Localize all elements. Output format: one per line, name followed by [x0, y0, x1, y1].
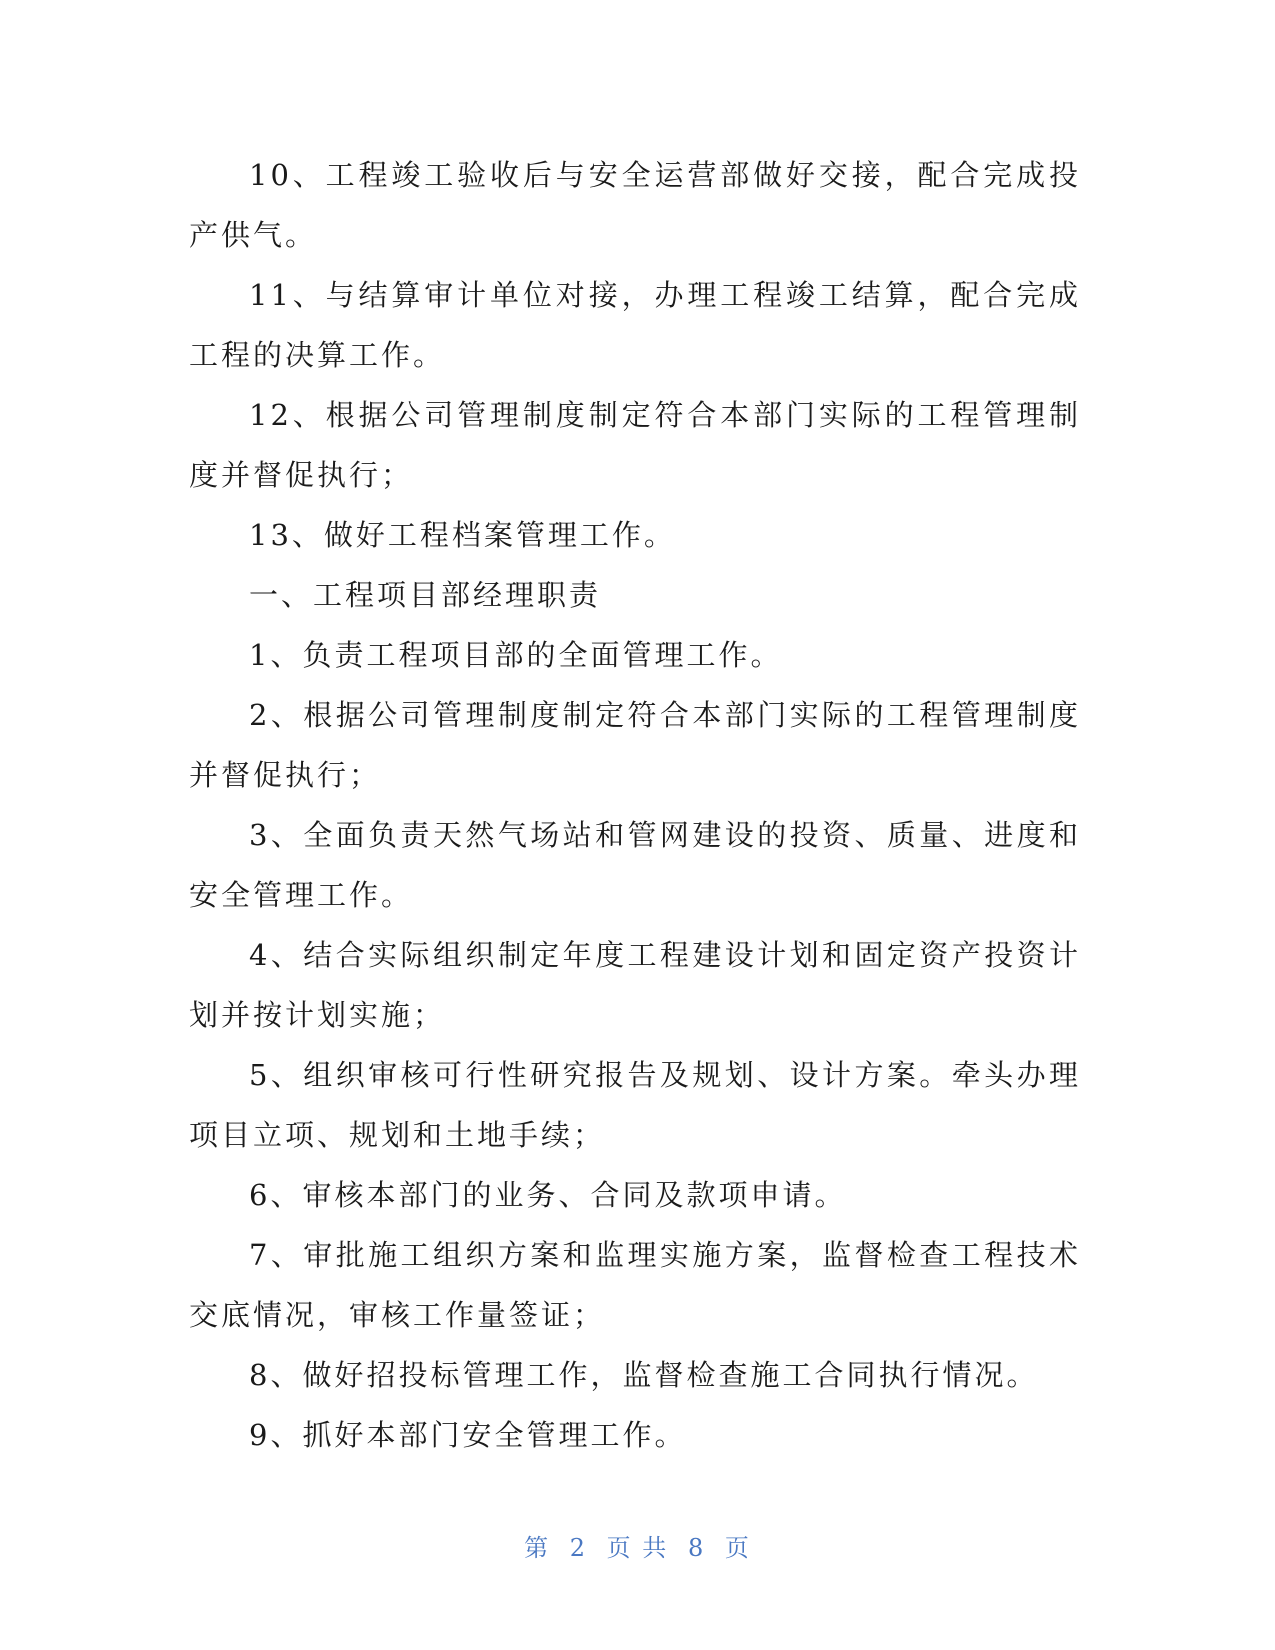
current-page-number: 2	[569, 1534, 588, 1562]
duty-9: 9、抓好本部门安全管理工作。	[249, 1418, 687, 1452]
duty-4: 4、结合实际组织制定年度工程建设计划和固定资产投资计划并按计划实施；	[189, 938, 1081, 1032]
duty-8: 8、做好招投标管理工作，监督检查施工合同执行情况。	[249, 1358, 1039, 1392]
section-heading: 一、工程项目部经理职责	[249, 578, 602, 612]
duty-1: 1、负责工程项目部的全面管理工作。	[249, 638, 783, 672]
duty-3: 3、全面负责天然气场站和管网建设的投资、质量、进度和安全管理工作。	[189, 818, 1081, 912]
total-page-count: 8	[687, 1534, 706, 1562]
footer-suffix: 页	[724, 1534, 751, 1562]
duty-5: 5、组织审核可行性研究报告及规划、设计方案。牵头办理项目立项、规划和土地手续；	[189, 1058, 1081, 1152]
paragraph-10: 10、工程竣工验收后与安全运营部做好交接，配合完成投产供气。	[189, 158, 1081, 252]
paragraph-13: 13、做好工程档案管理工作。	[249, 518, 676, 552]
duty-2: 2、根据公司管理制度制定符合本部门实际的工程管理制度并督促执行；	[189, 698, 1081, 792]
duty-6: 6、审核本部门的业务、合同及款项申请。	[249, 1178, 847, 1212]
document-body	[189, 145, 1081, 1465]
page-footer	[0, 1528, 1275, 1563]
footer-middle: 页 共	[606, 1534, 669, 1562]
footer-prefix: 第	[524, 1534, 551, 1562]
paragraph-12: 12、根据公司管理制度制定符合本部门实际的工程管理制度并督促执行；	[189, 398, 1081, 492]
duty-7: 7、审批施工组织方案和监理实施方案，监督检查工程技术交底情况，审核工作量签证；	[189, 1238, 1081, 1332]
paragraph-11: 11、与结算审计单位对接，办理工程竣工结算，配合完成工程的决算工作。	[189, 278, 1081, 372]
